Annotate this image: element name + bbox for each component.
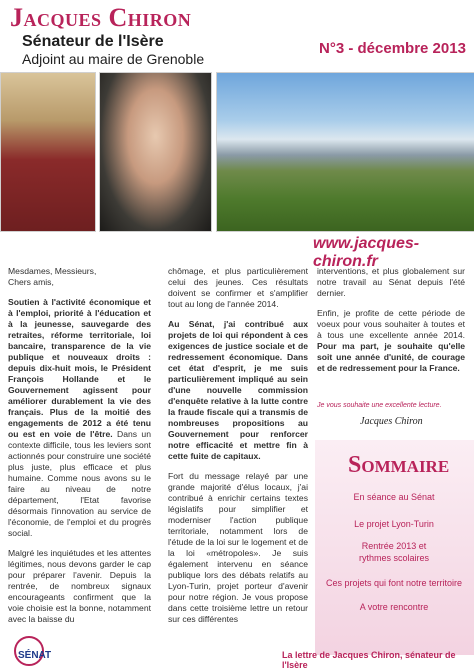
issue-number: N°3 - décembre 2013 <box>319 40 466 57</box>
toc-item-senate[interactable]: En séance au Sénat <box>353 492 435 502</box>
letter-column-3 <box>317 266 465 383</box>
commission-text: Dans cet état d'esprit, je me suis particulièrement impliqué au sein d'une nouvelle commission d'enquête relative à la lutte contre la fraude fiscale qui a transmis de nombreuses propositions au Gouvernement pour renforcer notre efficacité et mettre fin à cette fuite de capitaux. <box>168 352 308 461</box>
author-name: Jacques Chiron <box>10 3 192 32</box>
wishes-text: Enfin, je profite de cette période de voeux pour vous souhaiter à toutes et à tous une excellente année 2014. <box>317 308 465 340</box>
paragraph-unemployment: chômage, et plus particulièrement celui des jeunes. Ces résultats doivent se confirmer et s'amplifier tout au long de l'année 2014. <box>168 266 308 309</box>
mountain-landscape-photo <box>216 72 474 232</box>
senate-chamber-photo <box>0 72 96 232</box>
letter-column-2 <box>168 266 308 634</box>
senate-contribution: Au Sénat, j'ai contribué aux projets de loi qui répondent à ces exigences de justice sociale et de redressement économique. <box>168 319 308 362</box>
author-title: Sénateur de l'Isère <box>22 33 164 50</box>
toc-item-territory[interactable]: Ces projets qui font notre territoire <box>325 578 463 588</box>
table-of-contents-title: Sommaire <box>348 452 450 478</box>
senat-logo-text: SÉNAT <box>18 650 52 661</box>
greeting-line-2: Chers amis, <box>8 277 54 287</box>
reading-wish: Je vous souhaite une excellente lecture. <box>317 402 442 409</box>
footer-text: La lettre de Jacques Chiron, sénateur de l'Isère <box>282 650 456 670</box>
paragraph-outlook: Malgré les inquiétudes et les attentes légitimes, nous devons garder le cap pour préparer l'avenir. Depuis la rentrée, de nombreux signaux encourageants confirment que la voie choisie est la bonne, notamment avec la baisse du <box>8 548 151 624</box>
toc-item-school-line-1[interactable]: Rentrée 2013 et <box>361 541 427 551</box>
wishes-bold: Pour ma part, je souhaite qu'elle soit une année d'unité, de courage et de redressement pour la France. <box>317 341 465 373</box>
intro-rest: Dans un contexte difficile, tous les leviers sont actionnés pour construire une société plus juste, plus efficace et plus humaine. Comme nous avons su le faire au niveau de notre département, l'Etat favorise désormais l'innovation au service de l'économie, de l'emploi et du progrès social. <box>8 429 151 538</box>
paragraph-legislation: Fort du message relayé par une grande majorité d'élus locaux, j'ai contribué à enrichir certains textes législatifs pour simplifier et moderniser l'action publique territoriale, notamment lors de l'étude de la loi sur le logement et de la loi «métropoles». Je suis également intervenu en séance publique lors des débats relatifs au Lyon-Turin, projet porteur d'avenir pour notre région. Je vous propose dans cette troisième lettre un retour sur ces différentes <box>168 471 308 624</box>
author-subtitle: Adjoint au maire de Grenoble <box>22 51 205 67</box>
portrait-photo <box>99 72 212 232</box>
letter-column-1 <box>8 266 151 634</box>
paragraph-interventions: interventions, et plus globalement sur notre travail au Sénat depuis l'été dernier. <box>317 266 465 298</box>
website-link[interactable]: www.jacques-chiron.fr <box>313 235 420 270</box>
signature: Jacques Chiron <box>360 416 423 427</box>
toc-item-lyon-turin[interactable]: Le projet Lyon-Turin <box>354 519 434 529</box>
greeting-line-1: Mesdames, Messieurs, <box>8 266 97 276</box>
toc-item-school-line-2[interactable]: rythmes scolaires <box>358 553 430 563</box>
intro-bold: Soutien à l'activité économique et à l'emploi, priorité à l'éducation et à la jeunesse, sauvegarde des retraites, réforme territoriale, loi bancaire, transparence de la vie publique et nouveaux droits : depuis dix-huit mois, le Président François Hollande et le Gouvernement agissent pour améliorer durablement la vie des français. Plus de la moitié des engagements de 2012 a été tenu ou est en voie de l'être. <box>8 297 151 439</box>
toc-item-meeting[interactable]: A votre rencontre <box>359 602 429 612</box>
